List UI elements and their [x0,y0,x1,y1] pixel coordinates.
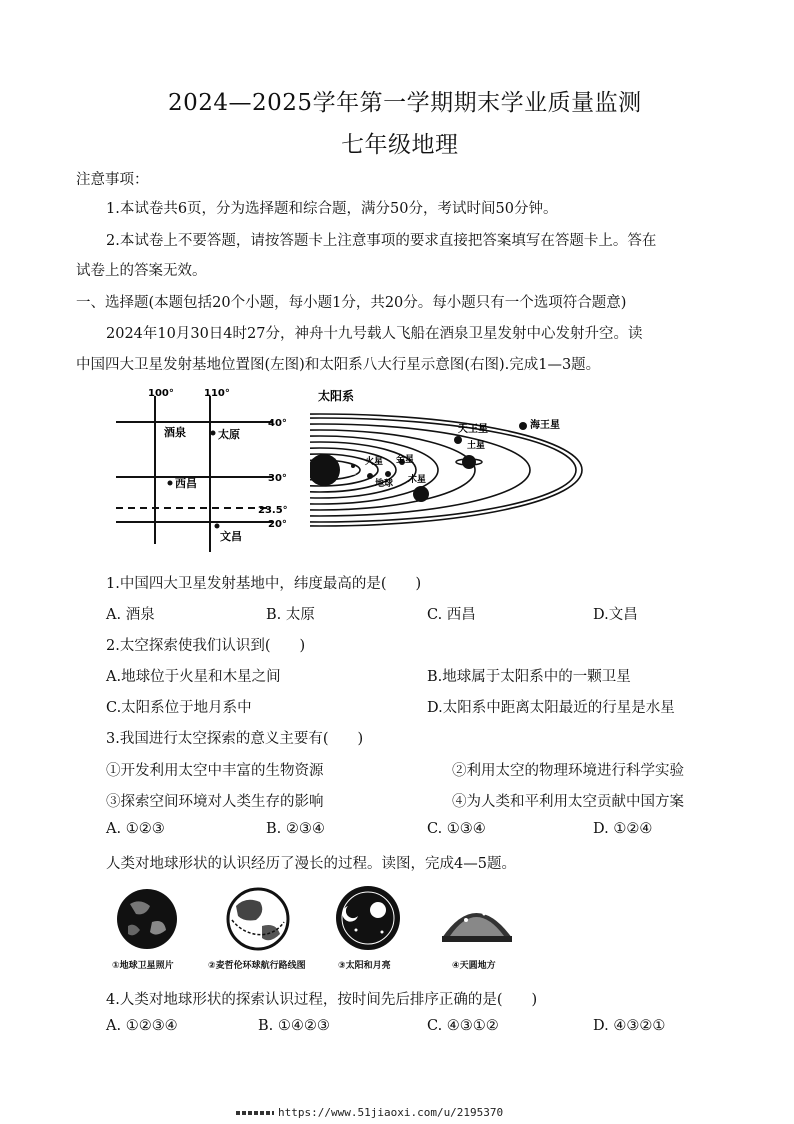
notice-item-2-line-2: 试卷上的答案无效。 [76,263,207,279]
q4-option-d: D. ④③②① [593,1018,666,1034]
notice-item-2-line-1: 2.本试卷上不要答题，请按答题卡上注意事项的要求直接把答案填写在答题卡上。答在 [106,233,657,249]
q1-option-b: B. 太原 [266,607,315,623]
sun-shape [310,454,340,486]
q4-option-b: B. ①④②③ [258,1018,330,1034]
lat-23-label: 23.5° [258,505,288,516]
section-1-intro-line-2: 中国四大卫星发射基地位置图(左图)和太阳系八大行星示意图(右图).完成1—3题。 [76,357,601,373]
neptune-label: 海王星 [530,420,560,431]
fig-3-caption: ③太阳和月亮 [338,961,391,971]
round-heaven-square-earth-figure [436,892,518,952]
q4-stem: 4.人类对地球形状的探索认识过程，按时间先后排序正确的是( ) [106,992,538,1008]
uranus-label: 天王星 [458,424,488,435]
saturn-label: 土星 [467,441,486,451]
exam-title: 2024—2025学年第一学期期末学业质量监测 [168,90,642,116]
q2-option-c: C.太阳系位于地月系中 [106,700,252,716]
fig-2-caption: ②麦哲伦环球航行路线图 [208,961,306,971]
q3-stem: 3.我国进行太空探索的意义主要有( ) [106,731,364,747]
lon-110-label: 110° [204,388,230,399]
sun-and-moon-figure [328,884,408,952]
wenchang-dot [215,524,220,529]
q3-option-d: D. ①②④ [593,821,653,837]
footer-logo [236,1111,274,1115]
venus-label: 金星 [396,455,415,465]
wenchang-label: 文昌 [220,530,242,543]
q3-statement-4: ④为人类和平利用太空贡献中国方案 [452,794,684,810]
q2-option-d: D.太阳系中距离太阳最近的行星是水星 [427,700,675,716]
q3-option-b: B. ②③④ [266,821,325,837]
section-1-heading: 一、选择题(本题包括20个小题，每小题1分，共20分。每小题只有一个选项符合题意) [76,295,627,311]
jiuquan-dot [211,431,216,436]
q1-stem: 1.中国四大卫星发射基地中，纬度最高的是( ) [106,576,422,592]
footer-url[interactable]: https://www.51jiaoxi.com/u/2195370 [278,1106,504,1119]
q1-option-c: C. 西昌 [427,607,476,623]
jupiter-shape [413,486,429,502]
exam-subtitle: 七年级地理 [341,132,459,158]
q1-option-a: A. 酒泉 [106,607,155,623]
saturn-shape [462,455,476,469]
q1-option-d: D.文昌 [593,607,638,623]
venus-shape [367,473,373,479]
xichang-dot [168,481,173,486]
q3-statement-2: ②利用太空的物理环境进行科学实验 [452,763,684,779]
notice-item-1: 1.本试卷共6页，分为选择题和综合题，满分50分，考试时间50分钟。 [106,201,558,217]
notice-label: 注意事项： [76,172,149,188]
mercury-label: 水星 [342,468,356,476]
lat-30-label: 30° [268,473,287,484]
lon-100-label: 100° [148,388,174,399]
jiuquan-label: 酒泉 [164,426,186,439]
solar-system-title: 太阳系 [318,389,355,403]
fig-4-caption: ④天圆地方 [452,961,496,971]
q2-stem: 2.太空探索使我们认识到( ) [106,638,306,654]
lat-20-label: 20° [268,519,287,530]
q3-option-c: C. ①③④ [427,821,486,837]
q3-statement-1: ①开发利用太空中丰富的生物资源 [106,763,324,779]
q4-option-a: A. ①②③④ [106,1018,178,1034]
fig-1-caption: ①地球卫星照片 [112,961,174,971]
q4-option-c: C. ④③①② [427,1018,499,1034]
q2-option-b: B.地球属于太阳系中的一颗卫星 [427,669,631,685]
jupiter-label: 木星 [408,475,427,485]
solar-system-diagram [310,382,590,532]
earth-shape [385,471,391,477]
earth-label: 地球 [375,479,394,489]
q3-option-a: A. ①②③ [106,821,165,837]
launch-site-map [112,382,312,554]
magellan-route-figure [220,886,296,952]
section-1-intro-line-1: 2024年10月30日4时27分，神舟十九号载人飞船在酒泉卫星发射中心发射升空。读 [106,326,643,342]
taiyuan-label: 太原 [218,428,240,441]
lat-40-label: 40° [268,418,287,429]
q3-statement-3: ③探索空间环境对人类生存的影响 [106,794,324,810]
uranus-shape [454,436,462,444]
satellite-photo-figure [110,886,186,952]
neptune-shape [519,422,527,430]
mars-label: 火星 [365,457,384,467]
xichang-label: 西昌 [175,477,197,490]
section-2-intro: 人类对地球形状的认识经历了漫长的过程。读图，完成4—5题。 [106,856,516,872]
q2-option-a: A.地球位于火星和木星之间 [106,669,281,685]
